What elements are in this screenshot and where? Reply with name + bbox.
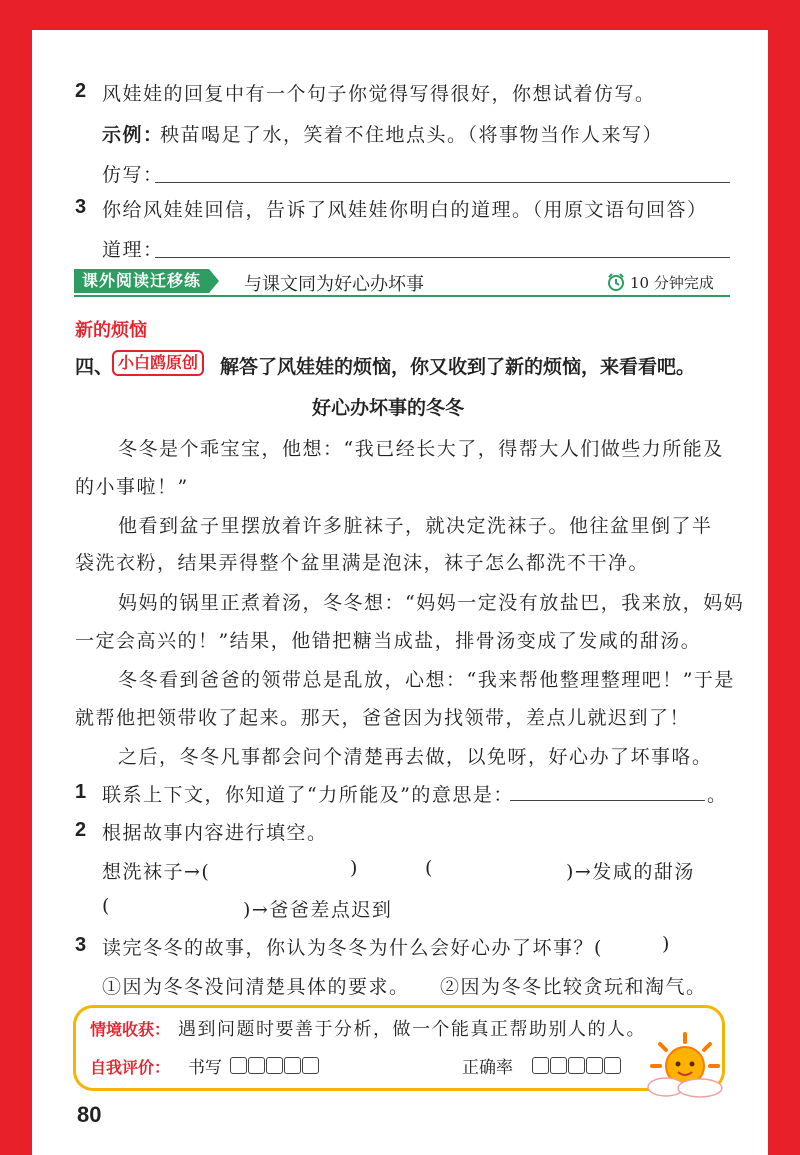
section-banner <box>74 269 730 297</box>
thumb-icon[interactable] <box>284 1057 301 1074</box>
question-text: 你给风娃娃回信，告诉了风娃娃你明白的道理。（用原文语句回答） <box>102 199 708 221</box>
thumb-icon[interactable] <box>568 1057 585 1074</box>
gain-label: 情境收获： <box>90 1020 171 1039</box>
fill-text: )→爸爸差点迟到 <box>243 899 393 921</box>
page-number: 80 <box>77 1102 102 1127</box>
story-paragraph: 妈妈的锅里正煮着汤，冬冬想：“妈妈一定没有放盐巴，我来放，妈妈 <box>118 592 745 614</box>
banner-subtitle: 与课文同为好心办坏事 <box>244 274 424 295</box>
story-paragraph: 冬冬看到爸爸的领带总是乱放，心想：“我来帮他整理整理吧！”于是 <box>118 669 735 691</box>
thumb-icon[interactable] <box>230 1057 247 1074</box>
part-label: 四、 <box>75 356 114 378</box>
gain-text: 遇到问题时要善于分析，做一个能真正帮助别人的人。 <box>178 1019 646 1040</box>
fill-blank-1[interactable] <box>225 852 345 882</box>
fill-blank-3[interactable] <box>115 890 240 920</box>
writing-label: 书写 <box>188 1058 222 1078</box>
thumb-icon[interactable] <box>604 1057 621 1074</box>
story-paragraph: 之后，冬冬凡事都会问个清楚再去做，以免呀，好心办了坏事咯。 <box>118 746 713 768</box>
imitate-label: 仿写： <box>102 164 164 186</box>
story-paragraph: 一定会高兴的！”结果，他错把糖当成盐，排骨汤变成了发咸的甜汤。 <box>75 630 702 652</box>
imitate-answer-line[interactable] <box>155 182 730 183</box>
fill-text: )→发咸的甜汤 <box>566 861 695 883</box>
part-intro: 解答了风娃娃的烦恼，你又收到了新的烦恼，来看看吧。 <box>220 356 696 378</box>
fill-text: 想洗袜子→( <box>102 861 211 883</box>
story-title: 好心办坏事的冬冬 <box>312 397 465 419</box>
eval-label: 自我评价： <box>90 1058 171 1077</box>
question-text: 联系上下文，你知道了“力所能及”的意思是： <box>102 784 514 806</box>
thumb-icon[interactable] <box>302 1057 319 1074</box>
question-text: 读完冬冬的故事，你认为冬冬为什么会好心办了坏事？( <box>102 937 603 959</box>
reason-answer-line[interactable] <box>155 257 730 258</box>
original-badge: 小白鸥原创 <box>112 350 204 376</box>
example-label: 示例： <box>102 124 164 146</box>
writing-rating[interactable] <box>230 1055 320 1074</box>
fill-text: ) <box>350 857 359 879</box>
question-number: 3 <box>75 196 87 218</box>
fill-blank-2[interactable] <box>440 852 560 882</box>
accuracy-rating[interactable] <box>532 1055 622 1074</box>
question-text: 风娃娃的回复中有一个句子你觉得写得很好，你想试着仿写。 <box>102 83 656 105</box>
option-2: ②因为冬冬比较贪玩和淘气。 <box>440 976 707 998</box>
option-1: ①因为冬冬没问清楚具体的要求。 <box>102 976 410 998</box>
q3-close: ) <box>662 933 671 955</box>
example-text: 秧苗喝足了水，笑着不住地点头。（将事物当作人来写） <box>160 124 664 146</box>
time-label: 10 分钟完成 <box>630 274 714 292</box>
fill-text: ( <box>425 857 434 879</box>
accuracy-label: 正确率 <box>462 1058 513 1078</box>
sun-cloud-icon <box>642 1030 728 1104</box>
fill-text: ( <box>102 895 111 917</box>
question-text: 根据故事内容进行填空。 <box>102 822 328 844</box>
q1-end: 。 <box>707 784 728 806</box>
story-paragraph: 冬冬是个乖宝宝，他想：“我已经长大了，得帮大人们做些力所能及 <box>118 438 724 460</box>
thumb-icon[interactable] <box>550 1057 567 1074</box>
story-paragraph: 他看到盆子里摆放着许多脏袜子，就决定洗袜子。他往盆里倒了半 <box>118 515 713 537</box>
reason-label: 道理： <box>102 239 164 261</box>
question-number: 1 <box>75 781 87 803</box>
thumb-icon[interactable] <box>248 1057 265 1074</box>
question-number: 2 <box>75 819 87 841</box>
story-paragraph: 袋洗衣粉，结果弄得整个盆里满是泡沫，袜子怎么都洗不干净。 <box>75 552 650 574</box>
thumb-icon[interactable] <box>532 1057 549 1074</box>
q3-answer-blank[interactable] <box>622 928 662 958</box>
q1-answer-line[interactable] <box>510 800 705 801</box>
clock-icon <box>606 272 626 296</box>
section-title: 新的烦恼 <box>75 320 147 341</box>
question-number: 2 <box>75 80 87 102</box>
story-paragraph: 的小事啦！” <box>75 476 189 498</box>
thumb-icon[interactable] <box>586 1057 603 1074</box>
story-paragraph: 就帮他把领带收了起来。那天，爸爸因为找领带，差点儿就迟到了！ <box>75 707 691 729</box>
question-number: 3 <box>75 934 87 956</box>
thumb-icon[interactable] <box>266 1057 283 1074</box>
banner-tag: 课外阅读迁移练 <box>74 269 209 293</box>
